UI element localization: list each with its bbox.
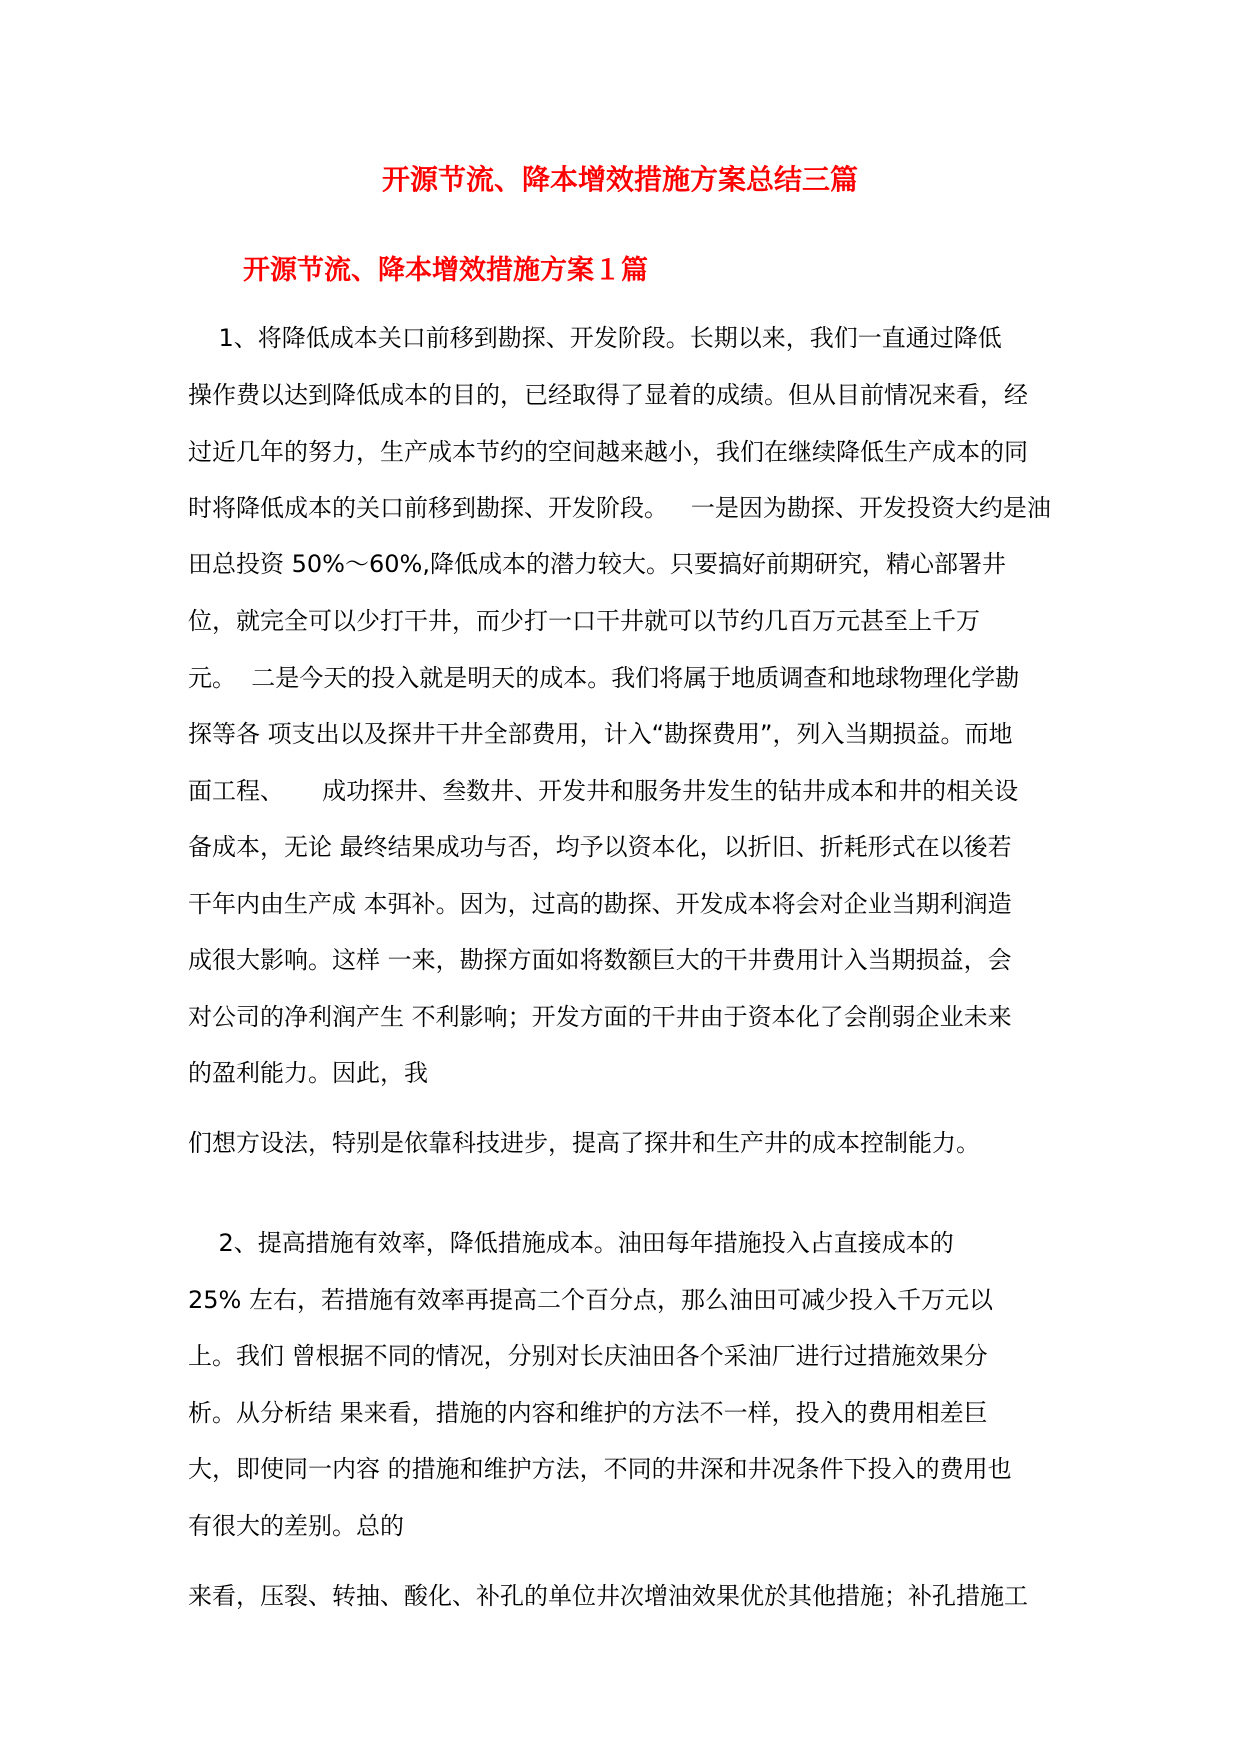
paragraph-line: 的盈利能力。因此，我	[188, 1059, 428, 1087]
paragraph-line: 大，即使同一内容 的措施和维护方法，不同的井深和井况条件下投入的费用也	[188, 1455, 1012, 1483]
paragraph-line: 上。我们 曾根据不同的情况，分别对长庆油田各个采油厂进行过措施效果分	[188, 1342, 988, 1370]
paragraph-line: 2、提高措施有效率，降低措施成本。油田每年措施投入占直接成本的	[188, 1229, 954, 1257]
section-heading: 开源节流、降本增效措施方案１篇	[243, 255, 648, 286]
paragraph-line: 田总投资 50%～60%,降低成本的潜力较大。只要搞好前期研究，精心部署井	[188, 550, 1006, 578]
paragraph-line: 析。从分析结 果来看，措施的内容和维护的方法不一样，投入的费用相差巨	[188, 1399, 988, 1427]
paragraph-line: 们想方设法，特别是依靠科技进步，提高了探井和生产井的成本控制能力。	[188, 1129, 980, 1157]
paragraph-line: 25% 左右，若措施有效率再提高二个百分点，那么油田可减少投入千万元以	[188, 1286, 993, 1314]
paragraph-line: 操作费以达到降低成本的目的，已经取得了显着的成绩。但从目前情况来看，经	[188, 381, 1028, 409]
paragraph-line: 来看，压裂、转抽、酸化、补孔的单位井次增油效果优於其他措施；补孔措施工	[188, 1582, 1028, 1610]
paragraph-line: 元。 二是今天的投入就是明天的成本。我们将属于地质调查和地球物理化学勘	[188, 664, 1020, 692]
paragraph-line: 面工程、 成功探井、叁数井、开发井和服务井发生的钻井成本和井的相关设	[188, 777, 1019, 805]
paragraph-line: 1、将降低成本关口前移到勘探、开发阶段。长期以来，我们一直通过降低	[188, 324, 1002, 352]
paragraph-line: 对公司的净利润产生 不利影响；开发方面的干井由于资本化了会削弱企业未来	[188, 1003, 1012, 1031]
paragraph-line: 成很大影响。这样 一来，勘探方面如将数额巨大的干井费用计入当期损益，会	[188, 946, 1012, 974]
document-title: 开源节流、降本增效措施方案总结三篇	[381, 163, 858, 196]
paragraph-line: 位，就完全可以少打干井，而少打一口干井就可以节约几百万元甚至上千万	[188, 607, 980, 635]
paragraph-line: 过近几年的努力，生产成本节约的空间越来越小，我们在继续降低生产成本的同	[188, 438, 1028, 466]
paragraph-line: 探等各 项支出以及探井干井全部费用，计入“勘探费用”，列入当期损益。而地	[188, 720, 1013, 748]
paragraph-line: 干年内由生产成 本弭补。因为，过高的勘探、开发成本将会对企业当期利润造	[188, 890, 1012, 918]
paragraph-line: 有很大的差别。总的	[188, 1512, 404, 1540]
paragraph-line: 备成本，无论 最终结果成功与否，均予以资本化，以折旧、折耗形式在以後若	[188, 833, 1012, 861]
paragraph-line: 时将降低成本的关口前移到勘探、开发阶段。 一是因为勘探、开发投资大约是油	[188, 494, 1051, 522]
